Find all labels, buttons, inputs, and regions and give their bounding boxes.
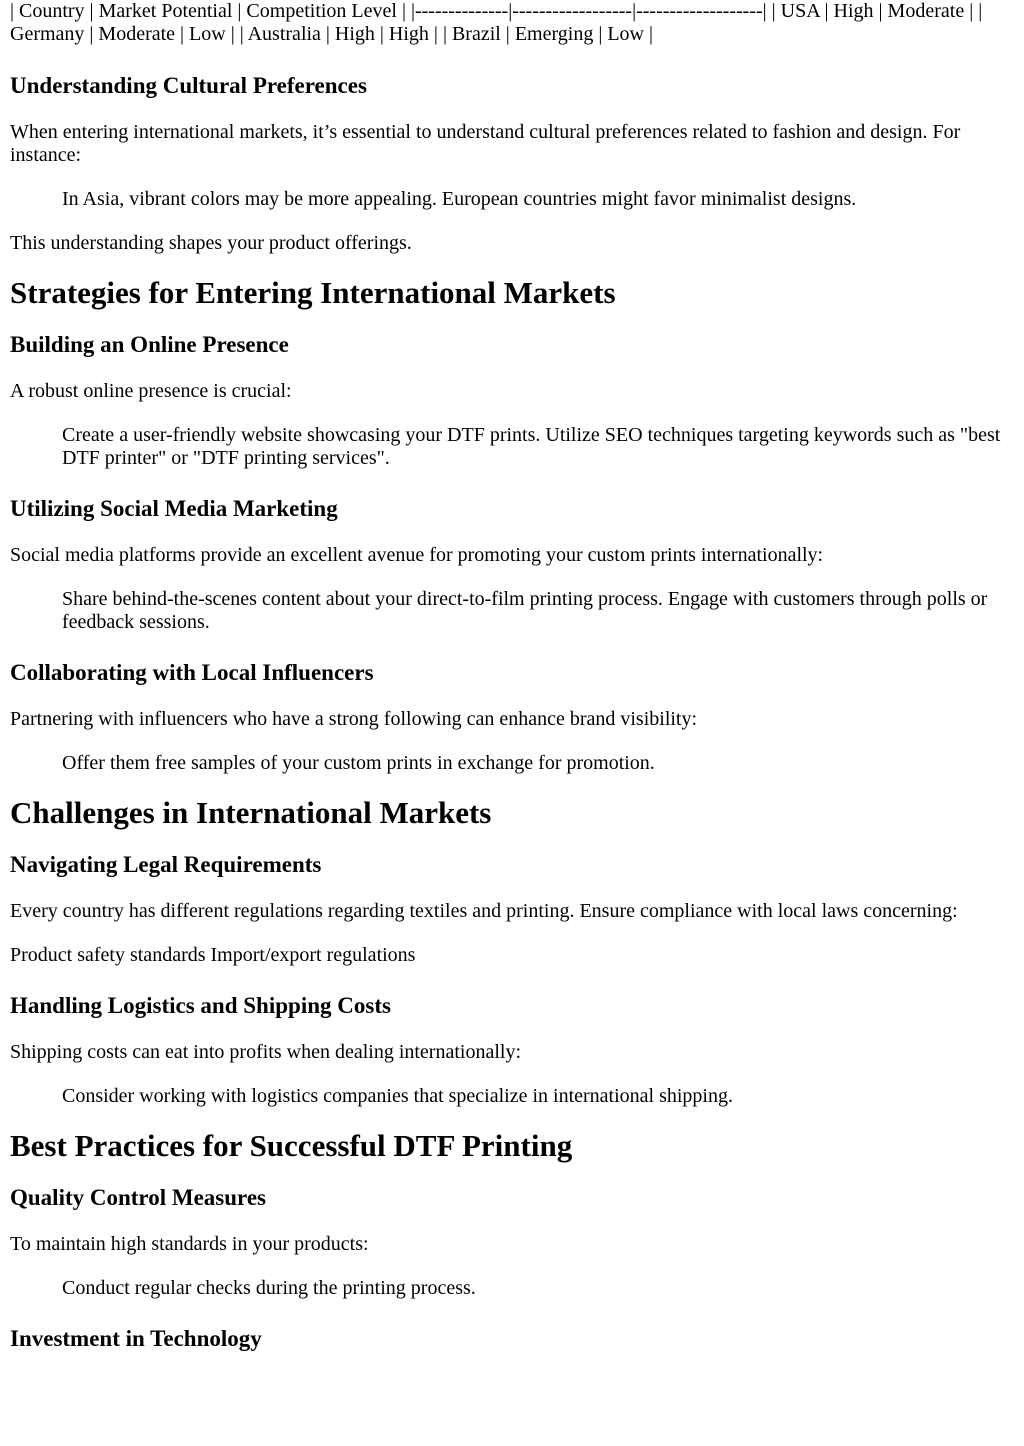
heading-challenges: Challenges in International Markets (10, 795, 492, 830)
heading-quality-control: Quality Control Measures (10, 1185, 266, 1210)
heading-strategies: Strategies for Entering International Markets (10, 275, 616, 310)
paragraph-quality-intro: To maintain high standards in your products: (10, 1233, 369, 1255)
paragraph-cultural-closing: This understanding shapes your product offerings. (10, 232, 412, 254)
heading-influencers: Collaborating with Local Influencers (10, 660, 374, 685)
blockquote-online-tips: Create a user-friendly website showcasing your DTF prints. Utilize SEO techniques targeting keywords such as "best DTF printer" or "DTF printing services". (62, 424, 1001, 469)
paragraph-logistics-intro: Shipping costs can eat into profits when dealing internationally: (10, 1041, 522, 1063)
blockquote-cultural-examples: In Asia, vibrant colors may be more appealing. European countries might favor minimalist designs. (62, 188, 857, 210)
market-table-text: | Country | Market Potential | Competition Level | |--------------|------------------|-------------------| | USA | High | Moderate | | Germany | Moderate | Low | | Australia | High | High | | Brazil | Emerging | Low | (10, 0, 983, 45)
paragraph-cultural-intro: When entering international markets, it’s essential to understand cultural preferences related to fashion and design. For instance: (10, 121, 961, 166)
heading-logistics: Handling Logistics and Shipping Costs (10, 993, 391, 1018)
blockquote-quality-tips: Conduct regular checks during the printing process. (62, 1277, 476, 1299)
paragraph-legal-items: Product safety standards Import/export regulations (10, 944, 416, 966)
paragraph-social-intro: Social media platforms provide an excellent avenue for promoting your custom prints internationally: (10, 544, 824, 566)
heading-legal-requirements: Navigating Legal Requirements (10, 852, 322, 877)
paragraph-legal-intro: Every country has different regulations regarding textiles and printing. Ensure compliance with local laws concerning: (10, 900, 958, 922)
blockquote-influencers-tips: Offer them free samples of your custom prints in exchange for promotion. (62, 752, 655, 774)
heading-best-practices: Best Practices for Successful DTF Printing (10, 1128, 573, 1163)
heading-cultural-preferences: Understanding Cultural Preferences (10, 73, 367, 98)
heading-online-presence: Building an Online Presence (10, 332, 289, 357)
blockquote-social-tips: Share behind-the-scenes content about your direct-to-film printing process. Engage with customers through polls or feedback sessions. (62, 588, 988, 633)
blockquote-logistics-tips: Consider working with logistics companies that specialize in international shipping. (62, 1085, 733, 1107)
heading-social-media: Utilizing Social Media Marketing (10, 496, 338, 521)
heading-technology: Investment in Technology (10, 1326, 262, 1351)
paragraph-online-intro: A robust online presence is crucial: (10, 380, 292, 402)
paragraph-influencers-intro: Partnering with influencers who have a strong following can enhance brand visibility: (10, 708, 698, 730)
